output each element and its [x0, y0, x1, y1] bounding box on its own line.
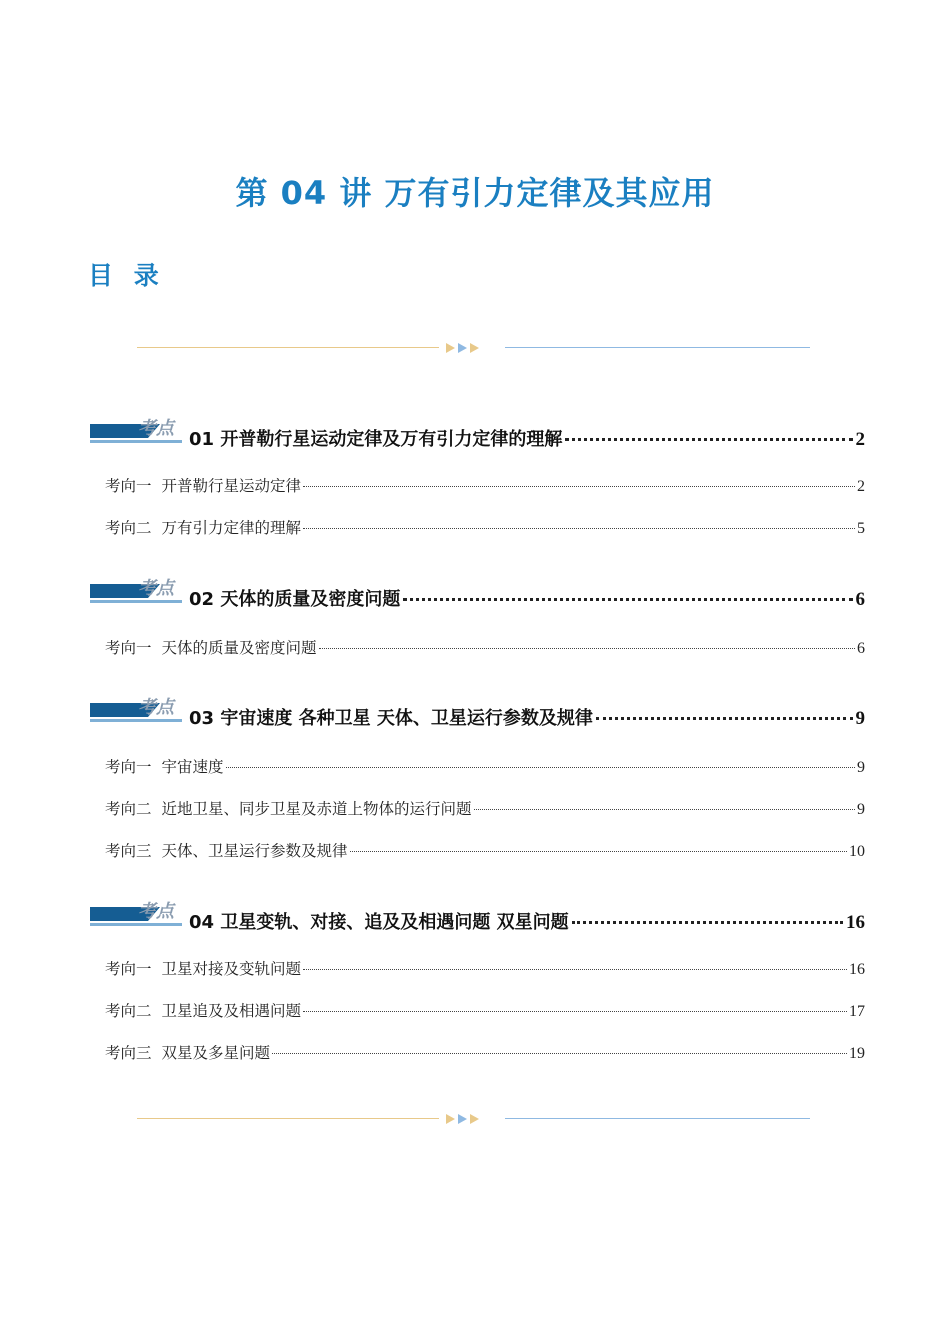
item-name: 卫星对接及变轨问题: [161, 960, 302, 978]
dot-leader: [303, 528, 855, 529]
item-label: 考向二: [105, 1002, 152, 1020]
item-name: 宇宙速度: [161, 758, 224, 776]
item-page: 5: [857, 520, 865, 537]
divider-left-line: [137, 1118, 439, 1119]
dot-leader: [272, 1053, 847, 1054]
section-heading[interactable]: [90, 578, 865, 614]
toc-heading: 目 录: [88, 261, 165, 290]
toc-item[interactable]: [90, 797, 865, 839]
toc-section: [90, 578, 865, 678]
section-title: 02 天体的质量及密度问题: [189, 589, 401, 610]
item-page: 9: [857, 759, 865, 776]
item-label: 考向三: [105, 842, 152, 860]
toc-item[interactable]: [90, 1041, 865, 1083]
item-name: 天体的质量及密度问题: [161, 639, 317, 657]
item-label: 考向一: [105, 960, 152, 978]
dot-leader: [572, 921, 843, 924]
toc-item[interactable]: [90, 516, 865, 558]
section-heading[interactable]: [90, 418, 865, 454]
item-label: 考向一: [105, 477, 152, 495]
item-name: 近地卫星、同步卫星及赤道上物体的运行问题: [161, 800, 472, 818]
toc-item[interactable]: [90, 755, 865, 797]
toc-item[interactable]: [90, 839, 865, 881]
triangle-arrows-icon: [446, 1112, 486, 1126]
divider-right-line: [505, 1118, 810, 1119]
dot-leader: [350, 851, 847, 852]
section-page: 2: [855, 429, 865, 450]
page-title: 第 04 讲 万有引力定律及其应用: [235, 174, 715, 212]
triangle-arrows-icon: [446, 341, 486, 355]
dot-leader: [474, 809, 855, 810]
toc-section: [90, 901, 865, 1083]
kaodian-badge: 考点: [90, 901, 185, 929]
section-title: 01 开普勒行星运动定律及万有引力定律的理解: [189, 429, 563, 450]
item-page: 19: [849, 1045, 865, 1062]
item-name: 天体、卫星运行参数及规律: [161, 842, 348, 860]
top-divider: [137, 341, 810, 355]
toc-section: [90, 697, 865, 881]
item-label: 考向三: [105, 1044, 152, 1062]
toc-section: [90, 418, 865, 558]
toc-item[interactable]: [90, 999, 865, 1041]
section-heading[interactable]: [90, 901, 865, 937]
item-name: 万有引力定律的理解: [161, 519, 302, 537]
item-label: 考向一: [105, 758, 152, 776]
item-label: 考向二: [105, 519, 152, 537]
toc-item[interactable]: [90, 474, 865, 516]
section-heading[interactable]: [90, 697, 865, 733]
section-title: 04 卫星变轨、对接、追及及相遇问题 双星问题: [189, 912, 569, 933]
dot-leader: [303, 969, 847, 970]
toc-item[interactable]: [90, 957, 865, 999]
section-page: 6: [855, 589, 865, 610]
kaodian-badge: 考点: [90, 418, 185, 446]
dot-leader: [565, 438, 852, 441]
kaodian-badge: 考点: [90, 697, 185, 725]
item-label: 考向一: [105, 639, 152, 657]
dot-leader: [303, 1011, 847, 1012]
section-page: 9: [855, 708, 865, 729]
item-name: 开普勒行星运动定律: [161, 477, 302, 495]
item-page: 17: [849, 1003, 865, 1020]
item-page: 6: [857, 640, 865, 657]
item-page: 2: [857, 478, 865, 495]
item-page: 16: [849, 961, 865, 978]
item-page: 10: [849, 843, 865, 860]
dot-leader: [403, 598, 852, 601]
kaodian-badge: 考点: [90, 578, 185, 606]
item-label: 考向二: [105, 800, 152, 818]
dot-leader: [319, 648, 855, 649]
dot-leader: [303, 486, 855, 487]
section-title: 03 宇宙速度 各种卫星 天体、卫星运行参数及规律: [189, 708, 593, 729]
item-name: 双星及多星问题: [161, 1044, 271, 1062]
dot-leader: [226, 767, 855, 768]
toc-item[interactable]: [90, 636, 865, 678]
section-page: 16: [846, 912, 865, 933]
bottom-divider: [137, 1112, 810, 1126]
item-name: 卫星追及及相遇问题: [161, 1002, 302, 1020]
dot-leader: [596, 717, 853, 720]
divider-right-line: [505, 347, 810, 348]
item-page: 9: [857, 801, 865, 818]
divider-left-line: [137, 347, 439, 348]
